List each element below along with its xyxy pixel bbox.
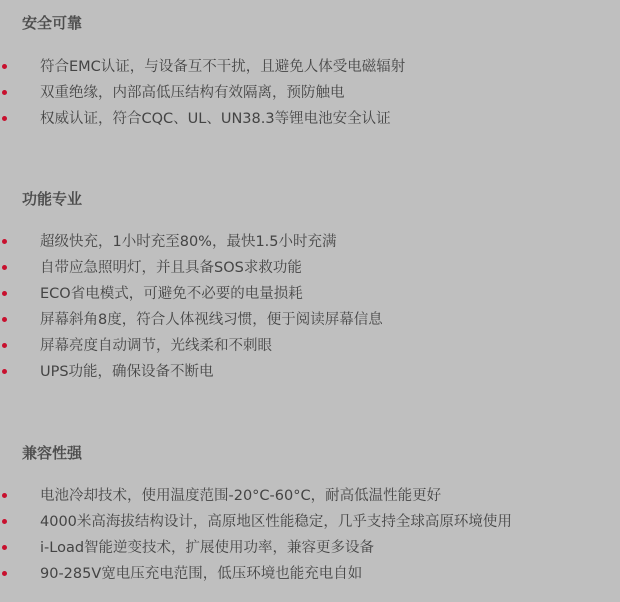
section-title: 安全可靠: [22, 14, 83, 32]
list-item-text: UPS功能，确保设备不断电: [40, 364, 214, 380]
list-item-text: i-Load智能逆变技术，扩展使用功率，兼容更多设备: [40, 540, 375, 556]
list-item: [22, 509, 512, 535]
safety-feature-list: [22, 54, 405, 132]
list-item-text: 符合EMC认证，与设备互不干扰，且避免人体受电磁辐射: [40, 59, 406, 75]
list-item: [22, 561, 512, 587]
bullet-dot-icon: [2, 116, 7, 121]
list-item-text: 屏幕斜角8度，符合人体视线习惯，便于阅读屏幕信息: [40, 312, 383, 328]
list-item: [22, 106, 405, 132]
list-item-text: ECO省电模式，可避免不必要的电量损耗: [40, 286, 303, 302]
list-item-text: 屏幕亮度自动调节，光线柔和不刺眼: [40, 338, 272, 354]
list-item: [22, 54, 405, 80]
bullet-dot-icon: [2, 493, 7, 498]
function-feature-list: [22, 229, 383, 385]
bullet-dot-icon: [2, 317, 7, 322]
bullet-dot-icon: [2, 343, 7, 348]
list-item-text: 4000米高海拔结构设计，高原地区性能稳定，几乎支持全球高原环境使用: [40, 514, 512, 530]
bullet-dot-icon: [2, 64, 7, 69]
list-item: [22, 80, 405, 106]
list-item-text: 90-285V宽电压充电范围，低压环境也能充电自如: [40, 566, 363, 582]
list-item: [22, 255, 383, 281]
list-item: [22, 333, 383, 359]
bullet-dot-icon: [2, 519, 7, 524]
list-item: [22, 483, 512, 509]
section-title: 功能专业: [22, 190, 83, 208]
bullet-dot-icon: [2, 239, 7, 244]
bullet-dot-icon: [2, 369, 7, 374]
section-compatibility: [22, 442, 612, 464]
list-item-text: 电池冷却技术，使用温度范围-20°C-60°C，耐高低温性能更好: [40, 488, 442, 504]
list-item-text: 超级快充，1小时充至80%，最快1.5小时充满: [40, 234, 337, 250]
bullet-dot-icon: [2, 265, 7, 270]
list-item: [22, 281, 383, 307]
list-item-text: 自带应急照明灯，并且具备SOS求救功能: [40, 260, 302, 276]
section-title: 兼容性强: [22, 444, 83, 462]
bullet-dot-icon: [2, 545, 7, 550]
section-safety: [22, 12, 612, 34]
section-function: [22, 188, 612, 210]
compatibility-feature-list: [22, 483, 512, 587]
bullet-dot-icon: [2, 90, 7, 95]
bullet-dot-icon: [2, 291, 7, 296]
list-item: [22, 535, 512, 561]
bullet-dot-icon: [2, 571, 7, 576]
list-item-text: 双重绝缘，内部高低压结构有效隔离，预防触电: [40, 85, 345, 101]
list-item: [22, 229, 383, 255]
list-item-text: 权威认证，符合CQC、UL、UN38.3等锂电池安全认证: [40, 111, 391, 127]
list-item: [22, 307, 383, 333]
list-item: [22, 359, 383, 385]
